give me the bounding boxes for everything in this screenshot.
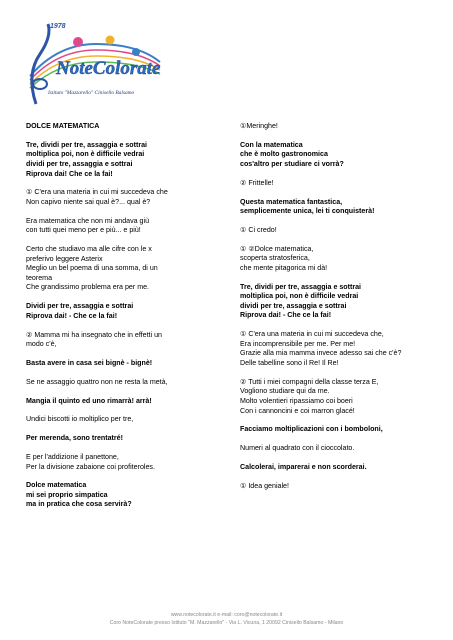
stanza: [26, 481, 224, 510]
lyric-line: semplicemente unica, lei ti conquisterà!: [240, 207, 375, 216]
lyric-line: Tre, dividi per tre, assaggia e sottrai: [240, 282, 362, 291]
stanza: [240, 378, 438, 416]
stanza: [26, 453, 224, 472]
lyric-line: preferivo leggere Asterix: [26, 254, 103, 263]
lyric-line: Per la divisione zabaione coi profiteroles.: [26, 462, 155, 471]
lyric-line: cos'altro per studiare ci vorrà?: [240, 159, 344, 168]
lyric-line: Molto volentieri ripassiamo coi boeri: [240, 396, 353, 405]
lyric-line: Con i cannoncini e coi marron glacé!: [240, 406, 355, 415]
stanza: [26, 302, 224, 321]
stanza: [240, 179, 438, 189]
stanza: [240, 444, 438, 454]
lyric-line: ② Mamma mi ha insegnato che in effetti un: [26, 330, 162, 339]
lyric-line: DOLCE MATEMATICA: [26, 122, 100, 130]
lyrics-left-column: [26, 122, 224, 519]
lyric-line: Che grandissimo problema era per me.: [26, 283, 150, 292]
lyric-line: E per l'addizione il panettone,: [26, 452, 119, 461]
lyric-line: Numeri al quadrato con il cioccolato.: [240, 444, 355, 453]
stanza: [26, 217, 224, 236]
lyric-line: Mangia il quinto ed uno rimarrà! arrà!: [26, 396, 152, 405]
lyric-line: Grazie alla mia mamma invece adesso sai che c'è?: [240, 349, 402, 358]
lyric-line: ① ②Dolce matematica,: [240, 244, 314, 253]
stanza: [26, 434, 224, 444]
lyric-line: Con la matematica: [240, 140, 303, 149]
lyric-line: Calcolerai, imparerai e non scorderai.: [240, 462, 367, 471]
lyric-line: dividi per tre, assaggia e sottrai: [26, 159, 133, 168]
lyric-line: Era incomprensibile per me. Per me!: [240, 339, 356, 348]
lyric-line: teorema: [26, 273, 53, 282]
logo-subtitle: Istituto "Mazzarello" Cinisello Balsamo: [48, 90, 135, 96]
lyric-line: Riprova dai! Che ce la fai!: [26, 169, 113, 178]
lyric-line: ①Meringhe!: [240, 122, 278, 130]
lyric-line: Era matematica che non mi andava giù: [26, 216, 150, 225]
lyric-line: Certo che studiavo ma alle cifre con le x: [26, 245, 152, 254]
stanza: [240, 245, 438, 274]
lyric-line: ① Idea geniale!: [240, 481, 289, 490]
lyric-line: Undici biscotti io moltiplico per tre,: [26, 415, 134, 424]
logo-year: 1978: [50, 23, 66, 30]
lyric-line: Per merenda, sono trentatré!: [26, 434, 123, 443]
lyric-line: Meglio un bel poema di una somma, di un: [26, 264, 158, 273]
lyric-line: ① C'era una materia in cui mi succedeva che,: [240, 330, 384, 339]
lyric-line: Riprova dai! - Che ce la fai!: [240, 311, 332, 320]
stanza: [26, 378, 224, 388]
footer-contact: www.notecolorate.it e-mail: coro@notecolorate.it: [170, 612, 283, 618]
lyric-line: Questa matematica fantastica,: [240, 197, 343, 206]
lyric-line: che mente pitagorica mi dà!: [240, 263, 328, 272]
lyric-line: modo c'è,: [26, 340, 57, 349]
lyric-line: Vogliono studiare qui da me.: [240, 387, 330, 396]
stanza: [240, 226, 438, 236]
lyric-line: ② Tutti i miei compagni della classe terza E,: [240, 377, 379, 386]
lyric-line: che è molto gastronomica: [240, 150, 328, 159]
stanza: [26, 397, 224, 407]
lyrics-right-column: [240, 122, 438, 500]
stanza: [26, 331, 224, 350]
lyric-line: dividi per tre, assaggia e sottrai: [240, 301, 347, 310]
stanza: [240, 141, 438, 170]
stanza: [240, 330, 438, 368]
stanza: [240, 425, 438, 435]
stanza: [26, 245, 224, 293]
stanza: [240, 198, 438, 217]
lyric-line: moltiplica poi, non è difficile vedrai: [26, 150, 145, 159]
stanza: [26, 141, 224, 179]
lyric-line: Se ne assaggio quattro non ne resta la metà,: [26, 377, 168, 386]
lyric-line: ① Ci credo!: [240, 225, 277, 234]
lyric-line: Riprova dai! - Che ce la fai!: [26, 311, 118, 320]
lyric-line: ② Frittelle!: [240, 178, 274, 187]
lyric-line: Delle tabelline sono il Re! Il Re!: [240, 359, 339, 367]
stanza: [26, 359, 224, 369]
lyric-line: scoperta stratosferica,: [240, 254, 310, 263]
stanza: [240, 482, 438, 492]
stanza: [26, 122, 224, 132]
stanza: [26, 415, 224, 425]
lyric-line: Non capivo niente sai qual è?... qual è?: [26, 197, 151, 206]
lyric-line: moltiplica poi, non è difficile vedrai: [240, 292, 359, 301]
stanza: [240, 122, 438, 132]
lyric-line: Tre, dividi per tre, assaggia e sottrai: [26, 140, 148, 149]
lyric-line: mi sei proprio simpatica: [26, 490, 108, 499]
lyric-line: Facciamo moltiplicazioni con i bomboloni,: [240, 425, 383, 434]
stanza: [26, 188, 224, 207]
lyric-line: Basta avere in casa sei bignè - bignè!: [26, 359, 153, 367]
lyric-line: ma in pratica che cosa servirà?: [26, 500, 132, 509]
stanza: [240, 283, 438, 321]
notecolorate-logo: [18, 14, 168, 110]
lyric-line: ① C'era una materia in cui mi succedeva che: [26, 188, 168, 197]
stanza: [240, 463, 438, 473]
footer-address: Coro NoteColorate presso Istituto "M. Mazzarello" - Via L. Vicuna, 1 20092 Cinisello Balsamo - Milano: [109, 620, 344, 626]
lyric-line: con tutti quei meno per e più... e più!: [26, 226, 141, 235]
logo-title: NoteColorate: [56, 58, 161, 79]
lyric-line: Dividi per tre, assaggia e sottrai: [26, 302, 134, 311]
lyric-line: Dolce matematica: [26, 481, 87, 490]
